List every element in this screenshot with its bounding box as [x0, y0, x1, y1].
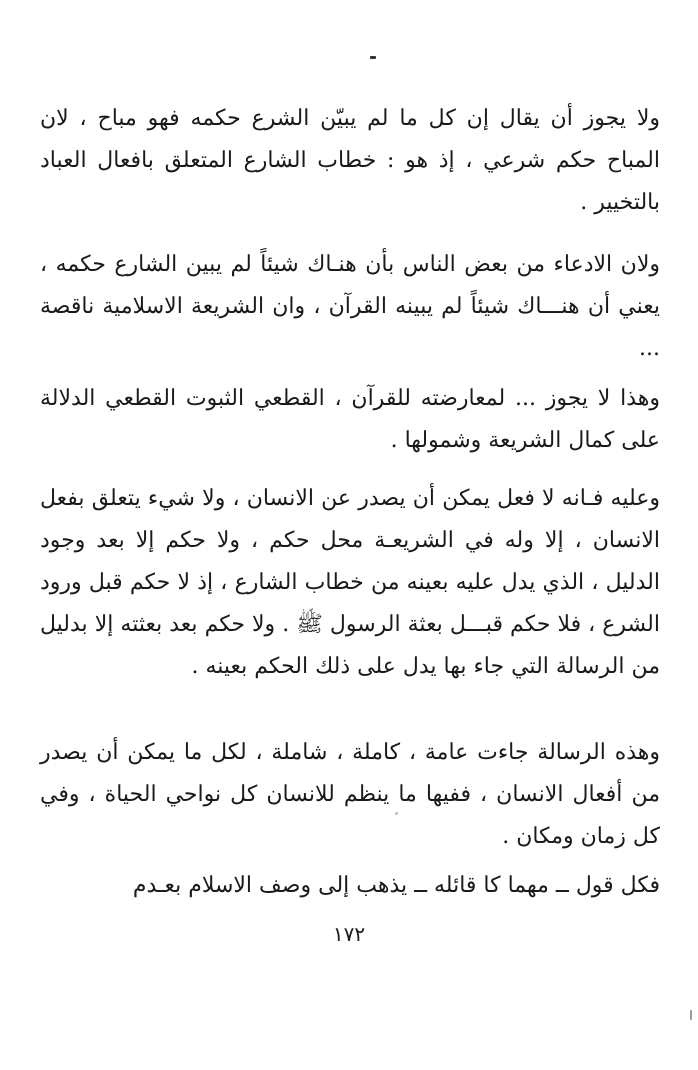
scan-speck	[395, 812, 398, 815]
paragraph-1	[40, 98, 660, 224]
top-ink-mark	[370, 56, 376, 59]
page-number: ١٧٢	[332, 922, 366, 946]
scan-speck	[690, 1010, 692, 1020]
paragraph-3	[40, 378, 660, 462]
paragraph-text: ولا يجوز أن يقال إن كل ما لم يبيّن الشرع حكمه فهو مباح ، لان المباح حكم شرعي ، إذ هو : خطاب الشارع المتعلق بافعال العباد بالتخيير .	[40, 106, 660, 215]
paragraph-text: وهذه الرسالة جاءت عامة ، كاملة ، شاملة ، لكل ما يمكن أن يصدر من أفعال الانسان ، ففيها ما ينظم للانسان كل نواحي الحياة ، وفي كل زمان ومكان .	[40, 740, 660, 849]
paragraph-text: فكل قول ــ مهما كا قائله ــ يذهب إلى وصف الاسلام بعـدم	[132, 873, 660, 898]
paragraph-5	[40, 732, 660, 858]
paragraph-2	[40, 244, 660, 370]
paragraph-text: وعليه فـانه لا فعل يمكن أن يصدر عن الانسان ، ولا شيء يتعلق بفعل الانسان ، إلا وله في الشريعـة محل حكم ، ولا حكم إلا بعد وجود الدليل ، الذي يدل عليه بعينه من خطاب الشارع ، إذ لا حكم قبل ورود الشرع ، فلا حكم قبـــل بعثة الرسول ﷺ . ولا حكم بعد بعثته إلا بدليل من الرسالة التي جاء بها يدل على ذلك الحكم بعينه .	[40, 486, 660, 679]
paragraph-text: وهذا لا يجوز ... لمعارضته للقرآن ، القطعي الثبوت القطعي الدلالة على كمال الشريعة وشمولها .	[40, 386, 660, 453]
paragraph-4	[40, 478, 660, 688]
paragraph-6	[40, 865, 660, 907]
paragraph-text: ولان الادعاء من بعض الناس بأن هنـاك شيئاً لم يبين الشارع حكمه ، يعني أن هنـــاك شيئاً لم يبينه القرآن ، وان الشريعة الاسلامية ناقصة ...	[40, 252, 660, 361]
